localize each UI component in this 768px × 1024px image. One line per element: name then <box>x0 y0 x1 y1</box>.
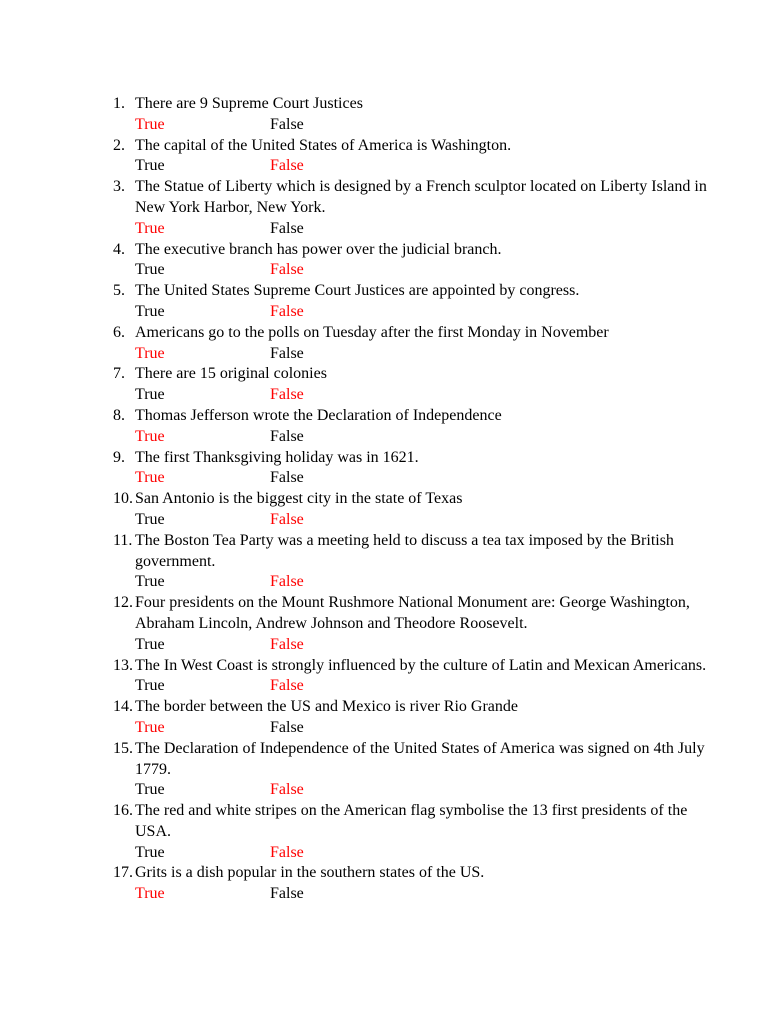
question-number: 7. <box>113 365 125 383</box>
question-text: The United States Supreme Court Justices are appointed by congress. <box>135 282 580 300</box>
option-true[interactable]: True <box>135 261 165 279</box>
question-body <box>135 94 713 136</box>
answer-options <box>135 219 713 240</box>
answer-options <box>135 344 713 365</box>
option-false[interactable]: False <box>270 469 304 487</box>
option-true[interactable]: True <box>135 843 165 861</box>
question-number: 14. <box>113 698 133 716</box>
option-true[interactable]: True <box>135 386 165 404</box>
quiz-item <box>113 593 713 655</box>
answer-options <box>135 843 713 864</box>
quiz-item <box>113 863 713 905</box>
option-true[interactable]: True <box>135 781 165 799</box>
question-text: Thomas Jefferson wrote the Declaration of Independence <box>135 406 502 424</box>
answer-options <box>135 572 713 593</box>
option-true[interactable]: True <box>135 573 165 591</box>
question-body <box>135 364 713 406</box>
option-false[interactable]: False <box>270 843 304 861</box>
question-body <box>135 863 713 905</box>
question-text: The Declaration of Independence of the United States of America was signed on 4th July 1779. <box>135 739 705 778</box>
quiz-item <box>113 177 713 239</box>
answer-options <box>135 676 713 697</box>
question-text: San Antonio is the biggest city in the state of Texas <box>135 490 463 508</box>
question-body <box>135 240 713 282</box>
quiz-item <box>113 94 713 136</box>
option-true[interactable]: True <box>135 115 165 133</box>
question-number: 12. <box>113 594 133 612</box>
option-false[interactable]: False <box>270 386 304 404</box>
answer-options <box>135 635 713 656</box>
option-false[interactable]: False <box>270 427 304 445</box>
quiz-item <box>113 739 713 801</box>
option-true[interactable]: True <box>135 718 165 736</box>
question-text: Americans go to the polls on Tuesday after the first Monday in November <box>135 323 609 341</box>
answer-options <box>135 780 713 801</box>
option-false[interactable]: False <box>270 718 304 736</box>
option-true[interactable]: True <box>135 344 165 362</box>
question-number: 1. <box>113 95 125 112</box>
option-true[interactable]: True <box>135 677 165 695</box>
question-body <box>135 489 713 531</box>
question-number: 9. <box>113 448 125 466</box>
quiz-item <box>113 136 713 178</box>
question-text: The Boston Tea Party was a meeting held to discuss a tea tax imposed by the British government. <box>135 531 674 570</box>
quiz-item <box>113 448 713 490</box>
quiz-item <box>113 801 713 863</box>
option-true[interactable]: True <box>135 302 165 320</box>
question-text: The capital of the United States of America is Washington. <box>135 136 512 154</box>
option-false[interactable]: False <box>270 573 304 591</box>
question-number: 13. <box>113 656 133 674</box>
option-false[interactable]: False <box>270 635 304 653</box>
quiz-item <box>113 656 713 698</box>
quiz-item <box>113 323 713 365</box>
question-text: Grits is a dish popular in the southern states of the US. <box>135 864 485 882</box>
question-body <box>135 801 713 863</box>
answer-options <box>135 260 713 281</box>
quiz-item <box>113 240 713 282</box>
question-text: The border between the US and Mexico is river Rio Grande <box>135 698 518 716</box>
question-body <box>135 531 713 593</box>
option-true[interactable]: True <box>135 885 165 903</box>
question-body <box>135 136 713 178</box>
option-false[interactable]: False <box>270 302 304 320</box>
question-text: The In West Coast is strongly influenced by the culture of Latin and Mexican Americans. <box>135 656 707 674</box>
question-body <box>135 323 713 365</box>
question-body <box>135 593 713 655</box>
answer-options <box>135 156 713 177</box>
option-false[interactable]: False <box>270 781 304 799</box>
option-false[interactable]: False <box>270 885 304 903</box>
option-false[interactable]: False <box>270 115 304 133</box>
question-body <box>135 406 713 448</box>
quiz-item <box>113 281 713 323</box>
option-false[interactable]: False <box>270 261 304 279</box>
question-number: 5. <box>113 282 125 300</box>
question-body <box>135 177 713 239</box>
quiz-item <box>113 489 713 531</box>
question-text: There are 15 original colonies <box>135 365 327 383</box>
quiz-item <box>113 697 713 739</box>
answer-options <box>135 884 713 905</box>
question-text: The Statue of Liberty which is designed by a French sculptor located on Liberty Island in New York Harbor, New York. <box>135 178 707 216</box>
option-false[interactable]: False <box>270 510 304 528</box>
question-body <box>135 739 713 801</box>
question-text: The red and white stripes on the American flag symbolise the 13 first presidents of the USA. <box>135 802 688 840</box>
answer-options <box>135 115 713 136</box>
option-false[interactable]: False <box>270 219 304 237</box>
answer-options <box>135 302 713 323</box>
question-body <box>135 281 713 323</box>
quiz-item <box>113 364 713 406</box>
answer-options <box>135 385 713 406</box>
question-body <box>135 448 713 490</box>
question-number: 17. <box>113 864 133 882</box>
quiz-item <box>113 406 713 448</box>
option-true[interactable]: True <box>135 219 165 237</box>
question-text: The first Thanksgiving holiday was in 1621. <box>135 448 419 466</box>
question-number: 15. <box>113 739 133 757</box>
question-number: 8. <box>113 406 125 424</box>
answer-options <box>135 427 713 448</box>
option-true[interactable]: True <box>135 635 165 653</box>
question-number: 16. <box>113 802 133 820</box>
option-true[interactable]: True <box>135 469 165 487</box>
question-number: 10. <box>113 490 133 508</box>
question-number: 2. <box>113 136 125 154</box>
question-number: 3. <box>113 178 125 196</box>
question-number: 11. <box>113 531 133 549</box>
answer-options <box>135 468 713 489</box>
option-false[interactable]: False <box>270 677 304 695</box>
question-text: There are 9 Supreme Court Justices <box>135 95 363 112</box>
option-true[interactable]: True <box>135 157 165 175</box>
option-false[interactable]: False <box>270 157 304 175</box>
question-number: 4. <box>113 240 125 258</box>
question-body <box>135 697 713 739</box>
answer-options <box>135 510 713 531</box>
question-text: The executive branch has power over the judicial branch. <box>135 240 502 258</box>
question-body <box>135 656 713 698</box>
option-true[interactable]: True <box>135 510 165 528</box>
true-false-quiz <box>113 94 713 905</box>
question-number: 6. <box>113 323 125 341</box>
option-false[interactable]: False <box>270 344 304 362</box>
option-true[interactable]: True <box>135 427 165 445</box>
answer-options <box>135 718 713 739</box>
question-text: Four presidents on the Mount Rushmore National Monument are: George Washington, Abraham Lincoln, Andrew Johnson and Theodore Roosevelt. <box>135 594 690 632</box>
quiz-item <box>113 531 713 593</box>
